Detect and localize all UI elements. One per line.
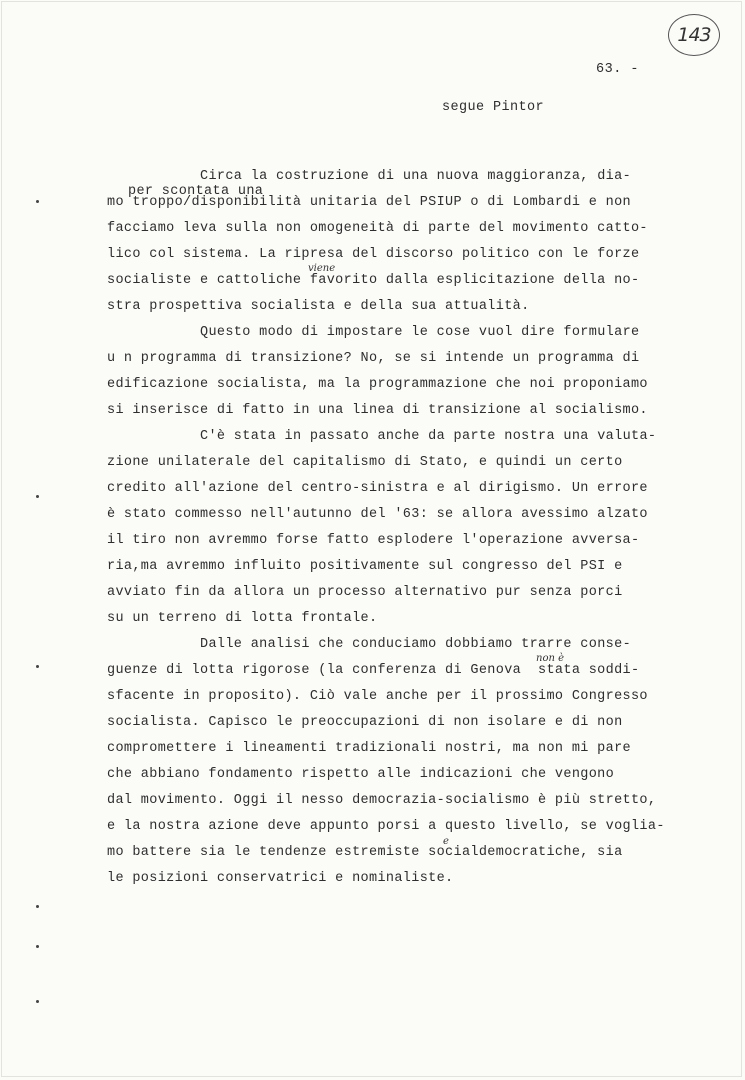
text-line-25: dal movimento. Oggi il nesso democrazia-socialismo è più stretto, bbox=[107, 793, 657, 808]
margin-speck bbox=[36, 1000, 39, 1003]
handwritten-viene: viene bbox=[308, 263, 336, 274]
handwritten-e: e bbox=[443, 836, 449, 847]
text-line-12: zione unilaterale del capitalismo di Stato, e quindi un certo bbox=[107, 455, 623, 470]
text-line-16: ria,ma avremmo influito positivamente sul congresso del PSI e bbox=[107, 559, 623, 574]
text-line-7: Questo modo di impostare le cose vuol dire formulare bbox=[200, 325, 640, 340]
text-line-22: socialista. Capisco le preoccupazioni di non isolare e di non bbox=[107, 715, 623, 730]
text-line-26: e la nostra azione deve appunto porsi a questo livello, se voglia- bbox=[107, 819, 665, 834]
stamp-number: 143 bbox=[677, 24, 711, 46]
text-line-21: sfacente in proposito). Ciò vale anche per il prossimo Congresso bbox=[107, 689, 648, 704]
page-number: 63. - bbox=[596, 62, 640, 77]
handwritten-non-e: non è bbox=[536, 653, 564, 664]
text-line-3: facciamo leva sulla non omogeneità di parte del movimento catto- bbox=[107, 221, 648, 236]
text-line-11: C'è stata in passato anche da parte nostra una valuta- bbox=[200, 429, 657, 444]
text-line-23: compromettere i lineamenti tradizionali nostri, ma non mi pare bbox=[107, 741, 631, 756]
text-line-28: le posizioni conservatrici e nominaliste. bbox=[107, 871, 454, 886]
text-line-9: edificazione socialista, ma la programmazione che noi proponiamo bbox=[107, 377, 648, 392]
margin-speck bbox=[36, 945, 39, 948]
text-line-2: mo troppo/disponibilità unitaria del PSIUP o di Lombardi e non bbox=[107, 195, 631, 210]
text-line-15: il tiro non avremmo forse fatto esplodere l'operazione avversa- bbox=[107, 533, 640, 548]
margin-speck bbox=[36, 495, 39, 498]
margin-speck bbox=[36, 905, 39, 908]
text-line-4: lico col sistema. La ripresa del discorso politico con le forze bbox=[107, 247, 640, 262]
text-line-17: avviato fin da allora un processo alternativo pur senza porci bbox=[107, 585, 623, 600]
text-line-24: che abbiano fondamento rispetto alle indicazioni che vengono bbox=[107, 767, 615, 782]
text-line-6: stra prospettiva socialista e della sua attualità. bbox=[107, 299, 530, 314]
text-line-13: credito all'azione del centro-sinistra e al dirigismo. Un errore bbox=[107, 481, 648, 496]
typed-insertion: per scontata una bbox=[128, 184, 264, 199]
text-line-19: Dalle analisi che conduciamo dobbiamo trarre conse- bbox=[200, 637, 632, 652]
text-line-1: Circa la costruzione di una nuova maggioranza, dia- bbox=[200, 169, 632, 184]
text-line-18: su un terreno di lotta frontale. bbox=[107, 611, 378, 626]
text-line-10: si inserisce di fatto in una linea di transizione al socialismo. bbox=[107, 403, 648, 418]
archive-stamp bbox=[668, 14, 720, 56]
page-heading: segue Pintor bbox=[442, 100, 545, 115]
text-line-20: guenze di lotta rigorose (la conferenza di Genova stata soddi- bbox=[107, 663, 640, 678]
margin-speck bbox=[36, 665, 39, 668]
text-line-8: u n programma di transizione? No, se si intende un programma di bbox=[107, 351, 640, 366]
text-line-5: socialiste e cattoliche favorito dalla esplicitazione della no- bbox=[107, 273, 640, 288]
text-line-27: mo battere sia le tendenze estremiste socialdemocratiche, sia bbox=[107, 845, 623, 860]
text-line-14: è stato commesso nell'autunno del '63: se allora avessimo alzato bbox=[107, 507, 648, 522]
margin-speck bbox=[36, 200, 39, 203]
